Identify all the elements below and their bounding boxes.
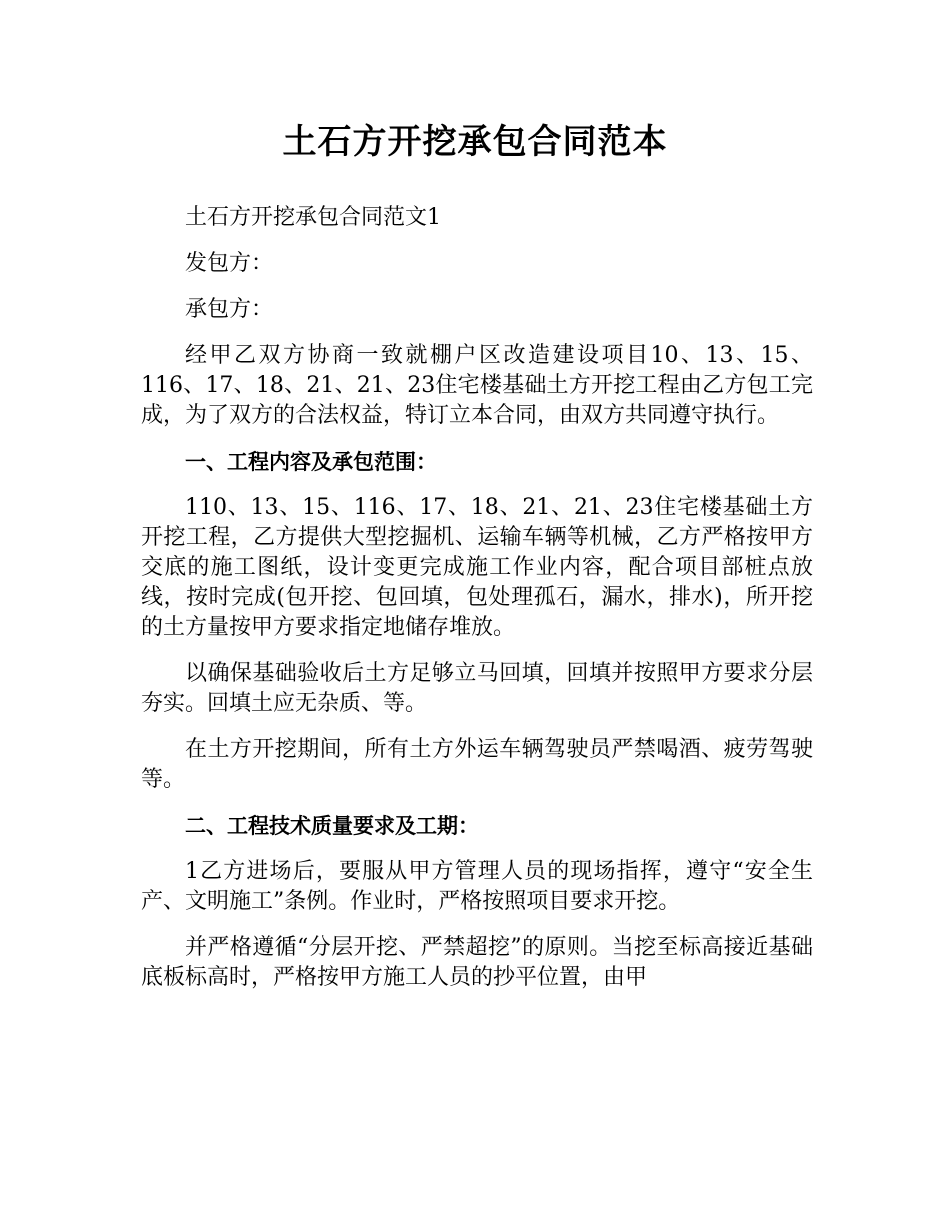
paragraph-backfill: 以确保基础验收后土方足够立马回填，回填并按照甲方要求分层夯实。回填土应无杂质、等。: [141, 661, 813, 716]
paragraph-contractor-party: 承包方：: [185, 297, 274, 322]
paragraph-employer-party: 发包方：: [185, 251, 274, 276]
paragraph-driver-safety: 在土方开挖期间，所有土方外运车辆驾驶员严禁喝酒、疲劳驾驶等。: [141, 737, 813, 792]
paragraph-excavation-principle: 并严格遵循“分层开挖、严禁超挖”的原则。当挖至标高接近基础底板标高时，严格按甲方施工人员的抄平位置，由甲: [141, 935, 813, 990]
paragraph-preamble: 经甲乙双方协商一致就棚户区改造建设项目10、13、15、116、17、18、21、21、23住宅楼基础土方开挖工程由乙方包工完成，为了双方的合法权益，特订立本合同，由双方共同遵守执行。: [141, 343, 813, 428]
section-heading-quality-schedule: 二、工程技术质量要求及工期：: [185, 814, 479, 838]
document-title: 土石方开挖承包合同范本: [282, 122, 668, 162]
paragraph-site-rules: 1乙方进场后，要服从甲方管理人员的现场指挥，遵守“安全生产、文明施工”条例。作业时，严格按照项目要求开挖。: [141, 859, 813, 914]
section-heading-scope: 一、工程内容及承包范围：: [185, 450, 437, 474]
paragraph-contract-sample-label: 土石方开挖承包合同范文1: [185, 205, 441, 230]
document-body: [141, 203, 813, 1009]
paragraph-scope-details: 110、13、15、116、17、18、21、21、23住宅楼基础土方开挖工程，乙方提供大型挖掘机、运输车辆等机械，乙方严格按甲方交底的施工图纸，设计变更完成施工作业内容，配合项目部桩点放线，按时完成(包开挖、包回填，包处理孤石，漏水，排水)，所开挖的土方量按甲方要求指定地储存堆放。: [141, 495, 813, 640]
